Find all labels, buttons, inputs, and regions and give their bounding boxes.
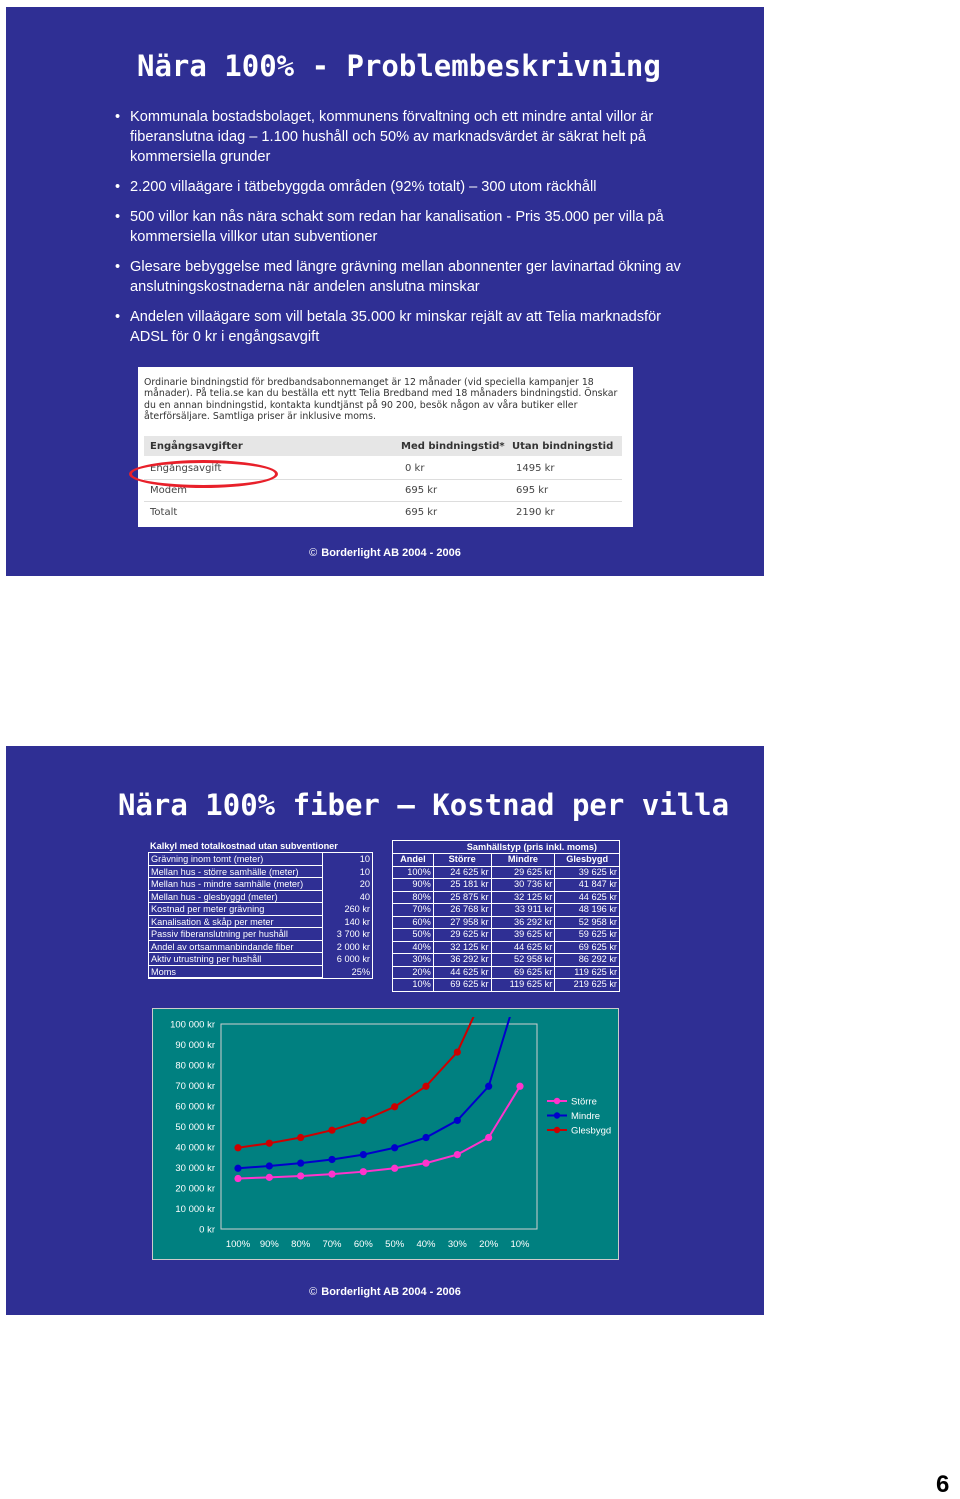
telia-price-screenshot xyxy=(138,367,633,527)
data-point-glesbygd xyxy=(234,1144,241,1151)
calc-row-value: 20 xyxy=(359,879,370,889)
y-tick-label: 60 000 kr xyxy=(175,1101,215,1113)
series-line-glesbygd xyxy=(238,1009,520,1148)
bullet-item xyxy=(115,257,695,297)
society-cell: 39 625 kr xyxy=(555,866,620,879)
calc-row-value: 140 kr xyxy=(344,916,370,927)
society-cell: 86 292 kr xyxy=(555,954,620,967)
data-point-mindre xyxy=(266,1162,273,1169)
calc-row-label: Aktiv utrustning per hushåll xyxy=(149,953,323,966)
society-cell: 69 625 kr xyxy=(555,941,620,954)
society-cell: 10% xyxy=(393,979,434,992)
society-cell: 32 125 kr xyxy=(491,891,555,904)
society-cell: 41 847 kr xyxy=(555,879,620,892)
copyright-icon: © xyxy=(309,547,318,559)
data-point-glesbygd xyxy=(266,1140,273,1147)
data-point-större xyxy=(297,1172,304,1179)
header-with-binding: Med bindningstid* xyxy=(401,441,505,452)
society-cell: 27 958 kr xyxy=(433,916,491,929)
calc-row xyxy=(149,928,372,941)
society-table xyxy=(392,840,620,992)
calc-row xyxy=(149,853,372,866)
chart-svg xyxy=(153,1009,618,1259)
calc-row-value: 10 xyxy=(359,854,370,864)
society-cell: 25 181 kr xyxy=(433,879,491,892)
calc-row-value: 40 xyxy=(359,891,370,902)
screenshot-intro-text: Ordinarie bindningstid för bredbandsabonnemanget är 12 månader (vid speciella kampanjer 18 månader). På telia.se kan du beställa ett nytt Telia Bredband med 18 månaders bindningstid. Önskar du en annan bindningstid, kontakta kundtjänst på 90 200, besök någon av våra butiker eller återförsäljare. Samtliga priser är inklusive moms. xyxy=(144,377,618,423)
legend-marker-glesbygd xyxy=(554,1127,560,1133)
legend-marker-mindre xyxy=(554,1112,560,1118)
society-cell: 52 958 kr xyxy=(555,916,620,929)
y-tick-label: 50 000 kr xyxy=(175,1122,215,1133)
society-cell: 29 625 kr xyxy=(491,866,555,879)
society-cell: 32 125 kr xyxy=(433,941,491,954)
row-without-binding: 695 kr xyxy=(516,485,549,496)
slide-title: Nära 100% - Problembeskrivning xyxy=(137,49,661,83)
x-tick-label: 100% xyxy=(225,1239,251,1250)
society-cell: 119 625 kr xyxy=(491,979,555,992)
society-header-cell: Andel xyxy=(393,854,434,867)
data-point-större xyxy=(328,1171,335,1178)
bullet-item xyxy=(115,177,695,197)
society-row xyxy=(393,941,620,954)
society-row xyxy=(393,916,620,929)
society-cell: 90% xyxy=(393,879,434,892)
header-without-binding: Utan bindningstid xyxy=(512,441,614,452)
row-label: Modem xyxy=(150,485,187,496)
x-tick-label: 40% xyxy=(416,1239,436,1250)
society-cell: 44 625 kr xyxy=(491,941,555,954)
y-tick-label: 10 000 kr xyxy=(175,1204,215,1215)
data-point-större xyxy=(422,1160,429,1167)
calc-table xyxy=(148,840,373,979)
society-row xyxy=(393,954,620,967)
data-point-mindre xyxy=(454,1117,461,1124)
society-header-row xyxy=(393,854,620,867)
x-tick-label: 80% xyxy=(291,1239,311,1250)
society-cell: 24 625 kr xyxy=(433,866,491,879)
calc-table-title: Kalkyl med totalkostnad utan subventioner xyxy=(150,841,338,851)
x-tick-label: 90% xyxy=(259,1239,279,1250)
data-point-glesbygd xyxy=(297,1134,304,1141)
society-row xyxy=(393,866,620,879)
bullet-text: Glesare bebyggelse med längre grävning mellan abonnenter ger lavinartad ökning av anslutningskostnaderna när andelen anslutna minskar xyxy=(130,259,681,295)
society-cell: 80% xyxy=(393,891,434,904)
society-table-title: Samhällstyp (pris inkl. moms) xyxy=(392,840,620,853)
data-point-glesbygd xyxy=(391,1103,398,1110)
society-row xyxy=(393,891,620,904)
data-point-större xyxy=(391,1165,398,1172)
society-row xyxy=(393,904,620,917)
society-cell: 119 625 kr xyxy=(555,966,620,979)
society-cell: 48 196 kr xyxy=(555,904,620,917)
data-point-glesbygd xyxy=(454,1049,461,1056)
calc-row-value: 3 700 kr xyxy=(336,929,370,939)
y-tick-label: 20 000 kr xyxy=(175,1183,215,1195)
row-with-binding: 695 kr xyxy=(405,507,438,518)
society-cell: 69 625 kr xyxy=(491,966,555,979)
calc-row-label: Andel av ortsammanbindande fiber xyxy=(149,941,323,954)
data-point-glesbygd xyxy=(328,1127,335,1134)
calc-row xyxy=(149,878,372,891)
footer-text: Borderlight AB 2004 - 2006 xyxy=(321,547,461,559)
bullet-dot: • xyxy=(115,259,121,275)
row-with-binding: 695 kr xyxy=(405,485,438,496)
society-cell: 33 911 kr xyxy=(491,904,555,917)
data-point-större xyxy=(234,1175,241,1182)
society-row xyxy=(393,966,620,979)
society-cell: 69 625 kr xyxy=(433,979,491,992)
society-cell: 36 292 kr xyxy=(491,916,555,929)
y-tick-label: 40 000 kr xyxy=(175,1142,215,1154)
x-tick-label: 50% xyxy=(385,1239,405,1250)
footer-text: Borderlight AB 2004 - 2006 xyxy=(321,1286,461,1298)
calc-row xyxy=(149,916,372,929)
calc-row-label: Grävning inom tomt (meter) xyxy=(149,853,323,866)
bullet-item xyxy=(115,307,695,347)
society-row xyxy=(393,929,620,942)
bullet-dot: • xyxy=(115,209,121,225)
data-point-mindre xyxy=(234,1165,241,1172)
x-tick-label: 30% xyxy=(447,1239,467,1250)
calc-row-label: Mellan hus - glesbyggd (meter) xyxy=(149,891,323,904)
y-tick-label: 0 kr xyxy=(199,1224,215,1236)
slide-title: Nära 100% fiber – Kostnad per villa xyxy=(118,788,730,822)
footer xyxy=(6,547,764,559)
legend-label-större: Större xyxy=(571,1096,597,1108)
data-point-större xyxy=(485,1134,492,1141)
society-cell: 30 736 kr xyxy=(491,879,555,892)
x-tick-label: 10% xyxy=(510,1239,530,1250)
society-cell: 59 625 kr xyxy=(555,929,620,942)
data-point-mindre xyxy=(328,1156,335,1163)
calc-row-label: Kanalisation & skåp per meter xyxy=(149,916,323,929)
calc-row-value: 10 xyxy=(359,866,370,877)
society-cell: 219 625 kr xyxy=(555,979,620,992)
society-header-cell: Större xyxy=(433,854,491,867)
society-cell: 60% xyxy=(393,916,434,929)
society-row xyxy=(393,879,620,892)
plot-area-frame xyxy=(221,1024,537,1229)
y-tick-label: 80 000 kr xyxy=(175,1060,215,1072)
society-cell: 100% xyxy=(393,866,434,879)
society-cell: 40% xyxy=(393,941,434,954)
bullet-item xyxy=(115,107,695,167)
data-point-mindre xyxy=(297,1160,304,1167)
calc-row-value: 25% xyxy=(351,966,370,977)
society-cell: 52 958 kr xyxy=(491,954,555,967)
calc-row xyxy=(149,866,372,879)
calc-row-label: Kostnad per meter grävning xyxy=(149,903,323,916)
society-header-cell: Mindre xyxy=(491,854,555,867)
x-tick-label: 60% xyxy=(353,1239,373,1250)
y-tick-label: 100 000 kr xyxy=(170,1019,215,1031)
calc-row-label: Moms xyxy=(149,966,323,979)
society-cell: 44 625 kr xyxy=(433,966,491,979)
bullet-list xyxy=(115,107,695,357)
legend-label-mindre: Mindre xyxy=(571,1111,601,1122)
y-tick-label: 30 000 kr xyxy=(175,1163,215,1174)
calc-row xyxy=(149,953,372,966)
slide-cost-per-villa xyxy=(6,746,764,1315)
legend-marker-större xyxy=(554,1098,560,1104)
calc-row-value: 260 kr xyxy=(344,904,370,914)
row-without-binding: 1495 kr xyxy=(516,463,555,474)
y-tick-label: 70 000 kr xyxy=(175,1081,215,1092)
data-point-större xyxy=(454,1151,461,1158)
society-cell: 25 875 kr xyxy=(433,891,491,904)
calc-row xyxy=(149,903,372,916)
data-point-större xyxy=(516,1083,523,1090)
calc-table-body xyxy=(148,852,373,979)
society-cell: 39 625 kr xyxy=(491,929,555,942)
data-point-mindre xyxy=(422,1134,429,1141)
bullet-dot: • xyxy=(115,109,121,125)
cost-line-chart xyxy=(152,1008,619,1260)
slide-problem-description xyxy=(6,7,764,576)
page-number: 6 xyxy=(936,1471,950,1498)
bullet-text: Andelen villaägare som vill betala 35.000 kr minskar rejält av att Telia marknadsför ADSL för 0 kr i engångsavgift xyxy=(130,309,662,345)
data-point-större xyxy=(266,1174,273,1181)
x-tick-label: 70% xyxy=(322,1239,342,1250)
row-without-binding: 2190 kr xyxy=(516,507,555,518)
bullet-dot: • xyxy=(115,179,121,195)
legend-label-glesbygd: Glesbygd xyxy=(571,1125,612,1137)
society-cell: 29 625 kr xyxy=(433,929,491,942)
society-cell: 20% xyxy=(393,966,434,979)
data-point-mindre xyxy=(485,1083,492,1090)
society-cell: 36 292 kr xyxy=(433,954,491,967)
x-tick-label: 20% xyxy=(479,1239,499,1250)
society-cell: 44 625 kr xyxy=(555,891,620,904)
society-table-grid xyxy=(392,853,620,992)
data-point-glesbygd xyxy=(422,1083,429,1090)
calc-row xyxy=(149,941,372,954)
society-cell: 30% xyxy=(393,954,434,967)
calc-row-label: Passiv fiberanslutning per hushåll xyxy=(149,928,323,941)
copyright-icon: © xyxy=(309,1286,318,1298)
society-cell: 26 768 kr xyxy=(433,904,491,917)
society-cell: 70% xyxy=(393,904,434,917)
calc-row-value: 2 000 kr xyxy=(336,941,370,952)
bullet-text: 500 villor kan nås nära schakt som redan har kanalisation - Pris 35.000 per villa på kommersiella villkor utan subventioner xyxy=(130,209,664,245)
row-label: Engångsavgift xyxy=(150,463,222,474)
calc-row-value: 6 000 kr xyxy=(336,954,370,964)
data-point-större xyxy=(360,1168,367,1175)
data-point-glesbygd xyxy=(360,1117,367,1124)
bullet-text: Kommunala bostadsbolaget, kommunens förvaltning och ett mindre antal villor är fiberanslutna idag – 1.100 hushåll och 50% av marknadsvärdet är säkrat helt på kommersiella grunder xyxy=(130,109,654,165)
society-row xyxy=(393,979,620,992)
footer xyxy=(6,1286,764,1298)
bullet-dot: • xyxy=(115,309,121,325)
calc-row-label: Mellan hus - mindre samhälle (meter) xyxy=(149,878,323,891)
row-label: Totalt xyxy=(150,507,178,518)
society-cell: 50% xyxy=(393,929,434,942)
bullet-item xyxy=(115,207,695,247)
society-header-cell: Glesbygd xyxy=(555,854,620,867)
screenshot-table-header xyxy=(144,436,622,456)
calc-row xyxy=(149,891,372,904)
header-fees: Engångsavgifter xyxy=(150,441,243,452)
data-point-mindre xyxy=(360,1151,367,1158)
bullet-text: 2.200 villaägare i tätbebyggda områden (92% totalt) – 300 utom räckhåll xyxy=(130,179,597,195)
screenshot-row xyxy=(144,501,622,523)
data-point-mindre xyxy=(391,1144,398,1151)
calc-row xyxy=(149,966,372,979)
calc-row-label: Mellan hus - större samhälle (meter) xyxy=(149,866,323,879)
y-tick-label: 90 000 kr xyxy=(175,1040,215,1051)
row-with-binding: 0 kr xyxy=(405,463,425,474)
highlight-ellipse xyxy=(129,460,278,488)
